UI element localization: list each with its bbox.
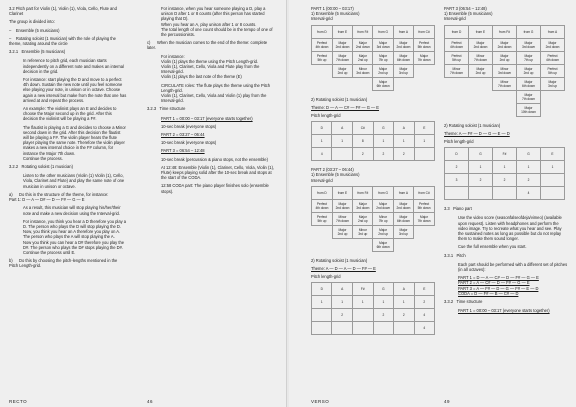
subsection-heading: 3.2.1 Ensemble (5 musicians)	[9, 49, 66, 55]
grid-cell: Perfect 5th up	[541, 64, 565, 77]
grid-cell: Perfect 5th up	[312, 212, 333, 225]
grid-cell: Major 6th down	[517, 77, 541, 90]
grid-cell: 1	[394, 296, 414, 309]
grid-row	[312, 51, 435, 64]
grid-cell: 8	[352, 135, 373, 148]
grid-cell	[541, 90, 565, 103]
grid-cell: 2	[517, 174, 541, 187]
grid-cell: 4	[414, 309, 434, 322]
grid-header-cell: F#	[493, 148, 517, 161]
list-marker: c)	[147, 40, 151, 46]
grid-cell	[469, 103, 493, 116]
grid-cell	[541, 103, 565, 116]
interval-grid-part3	[444, 25, 565, 117]
grid-row	[312, 148, 435, 161]
paragraph: In reference to pitch grid, each musician starts independently on a different note and makes an internal decision in the grid.	[23, 58, 126, 74]
grid-row	[445, 161, 565, 174]
grid-header-cell: D	[445, 148, 469, 161]
grid-cell: Major 2nd down	[332, 38, 352, 51]
left-column-1	[9, 6, 127, 272]
section-heading: 3.2 Pitch part for Violin (1), Violin (1), Viola, Cello, Flute and Clarinet	[9, 6, 118, 17]
grid-cell: 2	[332, 309, 352, 322]
soloist-heading: 2) Rotating soloist (1 musician)	[311, 257, 368, 263]
list-item-a	[9, 192, 127, 202]
grid-cell: Major 2nd up	[373, 64, 393, 77]
paragraph: The flautist is playing a G and decides to choose a Minor second down in the grid. After this decision the flautist will be playing a F#. The violin player hears the flute player playing the same note. Therefore the violin player makes a new internal choice in the F# column, for instance the Major 7th down. Continue the process.	[23, 124, 126, 161]
grid-header-cell: A	[394, 122, 414, 135]
grid-header-cell: A	[332, 122, 352, 135]
grid-row	[312, 322, 435, 335]
grid-cell: 1	[312, 135, 332, 148]
soloist-heading: 2) Rotating soloist (1 musician)	[444, 122, 501, 128]
grid-cell: 1	[541, 161, 565, 174]
time-entry: PART 1 = 00:00 – 03:17 (everyone starts together)	[161, 115, 253, 121]
grid-cell: Major 7th down	[414, 212, 435, 225]
grid-cell	[312, 238, 333, 251]
list-text: Do this in the structure of the theme, for instance: Part 1: D — A — D# — D — F# — G — E	[9, 191, 109, 203]
grid-row	[312, 225, 435, 238]
grid-header-row	[445, 25, 565, 38]
grid-cell	[493, 187, 517, 200]
grid-cell	[414, 238, 435, 251]
grid-cell: Perfect 5th down	[414, 38, 435, 51]
grid-header-cell: from F#	[353, 25, 373, 38]
list-item-b	[9, 258, 127, 268]
paragraph: As a result, this musician will stop playing his/her/their note and make a new decision using the Interval-grid.	[23, 205, 122, 216]
grid-header-row	[445, 148, 565, 161]
grid-cell: Perfect 4th down	[312, 199, 333, 212]
grid-cell: 2	[352, 148, 373, 161]
grid-cell: Perfect 4th down	[541, 51, 565, 64]
grid-title: Pitch length-grid	[311, 274, 341, 280]
grid-header-row	[312, 122, 435, 135]
grid-cell	[493, 103, 517, 116]
grid-cell	[312, 77, 333, 90]
grid-cell: Major 7th down	[332, 51, 352, 64]
grid-cell	[469, 187, 493, 200]
grid-cell: Major 3rd up	[393, 225, 413, 238]
grid-header-cell: from A	[541, 25, 565, 38]
grid-header-row	[312, 25, 435, 38]
grid-cell	[414, 225, 435, 238]
grid-cell: Minor 7th down	[493, 77, 517, 90]
grid-row	[312, 64, 435, 77]
grid-header-cell: G	[469, 148, 493, 161]
grid-cell: Perfect 5th down	[414, 199, 435, 212]
grid-cell	[414, 77, 435, 90]
grid-cell: 2	[394, 148, 414, 161]
list-item: – Ensemble (5 musicians)	[9, 27, 60, 33]
grid-cell: Major 6th down	[393, 212, 413, 225]
page-number: 46	[147, 399, 154, 404]
grid-cell	[332, 322, 352, 335]
grid-cell: Major 2nd down	[353, 38, 373, 51]
time-entry: At 12:48: Ensemble (Violin (1), Clarinet, Cello, Viola, Violin (1), Flute) keeps playing solid after the 10-sec break and stops at the start of the CODA.	[161, 164, 276, 181]
grid-header-cell: E	[541, 148, 565, 161]
pitch-grid-part2	[311, 282, 435, 335]
grid-cell: Major 2nd down	[373, 199, 393, 212]
grid-row	[312, 199, 435, 212]
part-heading: PART 1 (00:00 – 03:17) 1) Ensemble (5 musicians) Interval-grid	[311, 6, 360, 22]
grid-header-cell: D	[312, 283, 332, 296]
left-page	[0, 0, 287, 407]
grid-cell: Major 3rd down	[353, 199, 373, 212]
grid-cell	[414, 148, 434, 161]
grid-cell: 1	[493, 161, 517, 174]
grid-cell: Major 10th down	[517, 103, 541, 116]
grid-row	[312, 309, 435, 322]
grid-cell	[352, 322, 373, 335]
grid-header-cell: G	[373, 122, 393, 135]
grid-cell: Minor 7th up	[373, 212, 393, 225]
grid-header-cell: from G	[373, 186, 393, 199]
grid-header-cell: from D	[445, 25, 469, 38]
grid-header-cell: D	[312, 122, 332, 135]
theme-line: Theme: D — A — C# — F# — G — E	[311, 104, 380, 110]
list-text: When the musician comes to the end of the theme: complete later.	[147, 40, 269, 51]
grid-cell: Major 2nd down	[332, 199, 352, 212]
grid-cell: Major 2nd down	[393, 199, 413, 212]
paragraph: CIRCULATE roles: The flute plays the theme using the Pitch Length-grid. Violin (1), Clarinet, Cello, Viola and Violin (1) play from the Interval-grid.	[161, 82, 271, 104]
grid-body	[445, 161, 565, 200]
left-column-2	[147, 6, 275, 197]
part-heading: PART 2 (03:27 – 06:44) 1) Ensemble (5 musicians) Interval-grid	[311, 167, 360, 183]
paragraph: For instance: start playing the D and move to a perfect 4th down. Sustain the new note until you feel someone else playing your note, in unison or in octave. Choose again a new interval but make from the note that one has arrived at and repeat the process.	[23, 77, 128, 103]
grid-cell: Perfect 5th up	[312, 51, 333, 64]
time-entry: 12:58 CODA part: The piano player finishes solo (ensemble stops).	[161, 183, 270, 194]
grid-header-cell: G	[517, 148, 541, 161]
subsection-heading: 3.2.2 Rotating soloist (1 musician)	[9, 164, 73, 170]
grid-row	[445, 103, 565, 116]
grid-header-cell: from E	[469, 25, 493, 38]
grid-row	[445, 187, 565, 200]
list-item: – Rotating soloist (1 musician) with the role of playing the theme, rotating around the circle	[9, 35, 118, 47]
grid-cell: 2	[493, 174, 517, 187]
paragraph: For instance: Violin (1) plays the theme using the Pitch Length-grid. Violin (1), Clarinet, Cello, Viola and Flute play from the Interval-grid. Violin (1) plays the last note of the theme (E)	[161, 53, 260, 80]
time-entry: PART 3 = 06:54 – 12:48	[161, 148, 205, 154]
section-heading: 3.3 Piano part	[444, 206, 472, 212]
right-column-2	[444, 6, 568, 316]
grid-cell: Major 2nd up	[373, 225, 393, 238]
grid-cell: Minor 7th down	[469, 51, 493, 64]
paragraph: Use the video score (seasonfalseofdeja/vimeo) (available upon request). Listen with headphones and perform the video image. Try to recreate what you hear and see. Play the sustained notes as long as possible but do not replay them to make them sound longer.	[458, 215, 563, 242]
grid-cell: 2	[394, 309, 414, 322]
paragraph: The group is divided into:	[9, 19, 55, 25]
grid-body	[312, 38, 435, 90]
grid-cell: Major 2nd down	[469, 38, 493, 51]
paragraph: Cue the full ensemble when you start.	[458, 244, 527, 250]
grid-cell	[445, 187, 469, 200]
grid-cell: Major 3rd up	[393, 64, 413, 77]
grid-cell: Minor 3rd down	[353, 64, 373, 77]
grid-header-cell: from D	[312, 25, 333, 38]
grid-cell: 1	[373, 296, 393, 309]
grid-header-cell: from F#	[353, 186, 373, 199]
pitch-grid-part3	[444, 147, 565, 200]
grid-cell	[445, 103, 469, 116]
grid-cell: 1	[352, 296, 373, 309]
pitch-set: CODA = D — F# — B — C# — D	[458, 290, 519, 296]
grid-header-cell: from F#	[493, 25, 517, 38]
grid-cell: Major 2nd up	[469, 64, 493, 77]
grid-row	[312, 212, 435, 225]
list-marker: b)	[9, 258, 13, 264]
grid-cell	[312, 64, 333, 77]
paragraph: Each part should be performed with a different set of pitches (in all octaves):	[458, 261, 569, 273]
grid-cell: 2	[469, 174, 493, 187]
grid-row	[445, 38, 565, 51]
grid-cell: Perfect 4th down	[445, 38, 469, 51]
page-number: 49	[444, 399, 451, 404]
list-item-c	[147, 40, 275, 50]
grid-cell: Major 3rd up	[541, 77, 565, 90]
grid-cell: Major 2nd up	[517, 64, 541, 77]
grid-header-cell: from C#	[414, 25, 435, 38]
grid-row	[312, 238, 435, 251]
grid-row	[445, 64, 565, 77]
theme-line: Theme: A — F# — D — G — E — D	[444, 130, 510, 136]
grid-cell: Perfect 4th down	[312, 38, 333, 51]
grid-cell	[541, 187, 565, 200]
grid-row	[312, 77, 435, 90]
grid-header-cell: from E	[332, 25, 352, 38]
grid-cell	[469, 77, 493, 90]
pitch-set: PART 2 = A — C# — D — F# — G — E	[458, 280, 530, 286]
pitch-grid-part1	[311, 121, 435, 161]
grid-cell	[445, 90, 469, 103]
list-text: Do this by choosing the pitch-lengths mentioned in the Pitch Length-grid.	[9, 258, 119, 269]
grid-row	[312, 38, 435, 51]
grid-cell: Major 7th down	[414, 51, 435, 64]
grid-cell: 4	[312, 148, 332, 161]
grid-cell: 1	[373, 135, 393, 148]
time-entry: PART 2 = 03:27 – 06:44	[161, 132, 205, 138]
grid-cell: Major 7th up	[373, 51, 393, 64]
time-entry: 10-sec break (everyone stops)	[161, 123, 217, 129]
grid-header-row	[312, 283, 435, 296]
grid-header-cell: A	[332, 283, 352, 296]
grid-cell: Major 2nd up	[332, 64, 352, 77]
grid-cell: Major 3rd down	[517, 38, 541, 51]
grid-row	[445, 51, 565, 64]
grid-header-cell: F#	[352, 283, 373, 296]
right-column-1	[311, 6, 435, 335]
grid-header-cell: A	[394, 283, 414, 296]
grid-cell: Minor 3rd down	[493, 64, 517, 77]
paragraph: For instance, when you hear someone playing a D, play a unison D after 1 or 8 counts (after this person has started playing that D). When you hear an A, play unison after 1 or 8 counts. The total length of one count should be in the tempo of one of the percussionists.	[161, 6, 273, 38]
grid-cell: Major 2nd up	[493, 51, 517, 64]
soloist-heading: 2) Rotating soloist (1 musician)	[311, 96, 368, 102]
grid-cell	[332, 238, 352, 251]
grid-cell: Major 2nd down	[393, 38, 413, 51]
grid-cell: 3	[445, 174, 469, 187]
grid-cell	[373, 322, 393, 335]
page-footer-label: RECTO	[9, 399, 28, 404]
grid-cell: Major 6th down	[373, 77, 393, 90]
grid-cell: 1	[517, 161, 541, 174]
paragraph: Listen to the other musicians (Violin (1) Violin (1), Cello, Viola, Clarinet and Flute) and play the same note of one musician in unison or octave.	[23, 173, 126, 189]
grid-cell: Major 7th down	[517, 90, 541, 103]
grid-body	[445, 38, 565, 116]
grid-cell: Minor 3rd up	[353, 225, 373, 238]
right-page	[289, 0, 576, 407]
grid-cell: 2	[445, 161, 469, 174]
time-entry: 10-sec break (everyone stops)	[161, 140, 217, 146]
part-heading: PART 3 (06:54 – 12:48) 1) Ensemble (5 musicians) Interval-grid	[444, 6, 493, 22]
grid-cell	[414, 64, 435, 77]
grid-header-cell: from A	[393, 25, 413, 38]
grid-title: Pitch length-grid	[444, 139, 474, 145]
grid-header-cell: from G	[517, 25, 541, 38]
list-marker: a)	[9, 191, 13, 197]
grid-body	[312, 135, 435, 161]
grid-cell	[332, 148, 352, 161]
grid-cell: 2	[414, 296, 434, 309]
pitch-set: PART 3 = A — F# — D — G — F# — E — D	[458, 285, 539, 291]
time-entry: PART 1 = 00:00 – 03:17 (everyone starts together)	[458, 308, 550, 314]
grid-header-cell: G	[373, 283, 393, 296]
time-entry: 10-sec break (percussion & piano stops, not the ensemble)	[161, 156, 268, 162]
paragraph: An example: The violinist plays an E and decides to choose the Major second up in the grid. After this decision the violinist will be playing a F#.	[23, 106, 118, 122]
grid-cell: 4	[414, 322, 434, 335]
grid-cell	[394, 322, 414, 335]
grid-row	[445, 77, 565, 90]
grid-cell: Major 2nd up	[353, 51, 373, 64]
page-footer-label: VERSO	[311, 399, 330, 404]
grid-cell: 1	[394, 135, 414, 148]
grid-cell: 1	[332, 296, 352, 309]
grid-header-cell: from D	[312, 186, 333, 199]
subsection-heading: 3.3.2 Time structure	[444, 299, 483, 305]
grid-cell: Major 3rd down	[373, 38, 393, 51]
grid-cell: 2	[373, 309, 393, 322]
grid-cell: Major 6th down	[393, 51, 413, 64]
grid-row	[445, 174, 565, 187]
grid-cell	[312, 309, 332, 322]
grid-cell	[393, 238, 413, 251]
theme-line: Theme: A — D — A — D — F# — E	[311, 266, 376, 272]
grid-cell	[353, 77, 373, 90]
grid-cell	[541, 174, 565, 187]
grid-cell: 1	[332, 135, 352, 148]
subsection-heading: 3.3.1 Pitch	[444, 252, 466, 258]
grid-header-cell: from E	[332, 186, 352, 199]
subsection-heading: 3.2.3 Time structure	[147, 106, 186, 112]
grid-cell: Major 7th up	[517, 51, 541, 64]
grid-cell	[469, 90, 493, 103]
grid-cell: Perfect 5th up	[445, 51, 469, 64]
grid-row	[312, 135, 435, 148]
grid-cell: Major 2nd up	[353, 212, 373, 225]
grid-cell: 1	[414, 135, 434, 148]
paragraph: For instance, you think you hear a D therefore you play a D. The person who plays the D will stop playing the D. Now, you think you hear an A therefore you play on A. The person who plays the A will stop playing the A. Now you think you can hear a D# therefore you play the D#. The person who plays the D# stops playing the D#. Continue the process until E.	[23, 218, 127, 255]
grid-header-cell: E	[414, 283, 434, 296]
grid-cell	[312, 322, 332, 335]
grid-cell: Major 6th down	[373, 238, 393, 251]
grid-cell: Major 2nd up	[332, 225, 352, 238]
grid-cell: Major 2nd down	[493, 38, 517, 51]
grid-header-cell: E	[414, 122, 434, 135]
grid-cell: Minor 7th down	[445, 64, 469, 77]
grid-header-cell: from C#	[414, 186, 435, 199]
grid-header-cell: from A	[393, 186, 413, 199]
grid-cell: 1	[312, 296, 332, 309]
grid-header-cell: C#	[352, 122, 373, 135]
grid-cell	[353, 238, 373, 251]
grid-body	[312, 199, 435, 251]
pitch-set: PART 1 = D — A — C# — D — F# — G — E	[458, 275, 539, 281]
grid-cell	[312, 225, 333, 238]
grid-cell	[352, 309, 373, 322]
grid-title: Pitch length-grid	[311, 113, 341, 119]
grid-header-cell: from G	[373, 25, 393, 38]
grid-header-row	[312, 186, 435, 199]
grid-cell	[332, 77, 352, 90]
grid-cell: Major 2nd down	[541, 38, 565, 51]
grid-cell	[493, 90, 517, 103]
grid-body	[312, 296, 435, 335]
interval-grid-part1	[311, 25, 435, 91]
grid-cell: Minor 7th down	[332, 212, 352, 225]
grid-row	[312, 296, 435, 309]
grid-row	[445, 90, 565, 103]
interval-grid-part2	[311, 186, 435, 252]
grid-cell: 2	[373, 148, 393, 161]
grid-cell: 4	[517, 187, 541, 200]
grid-cell	[393, 77, 413, 90]
grid-cell: 1	[469, 161, 493, 174]
grid-cell	[445, 77, 469, 90]
